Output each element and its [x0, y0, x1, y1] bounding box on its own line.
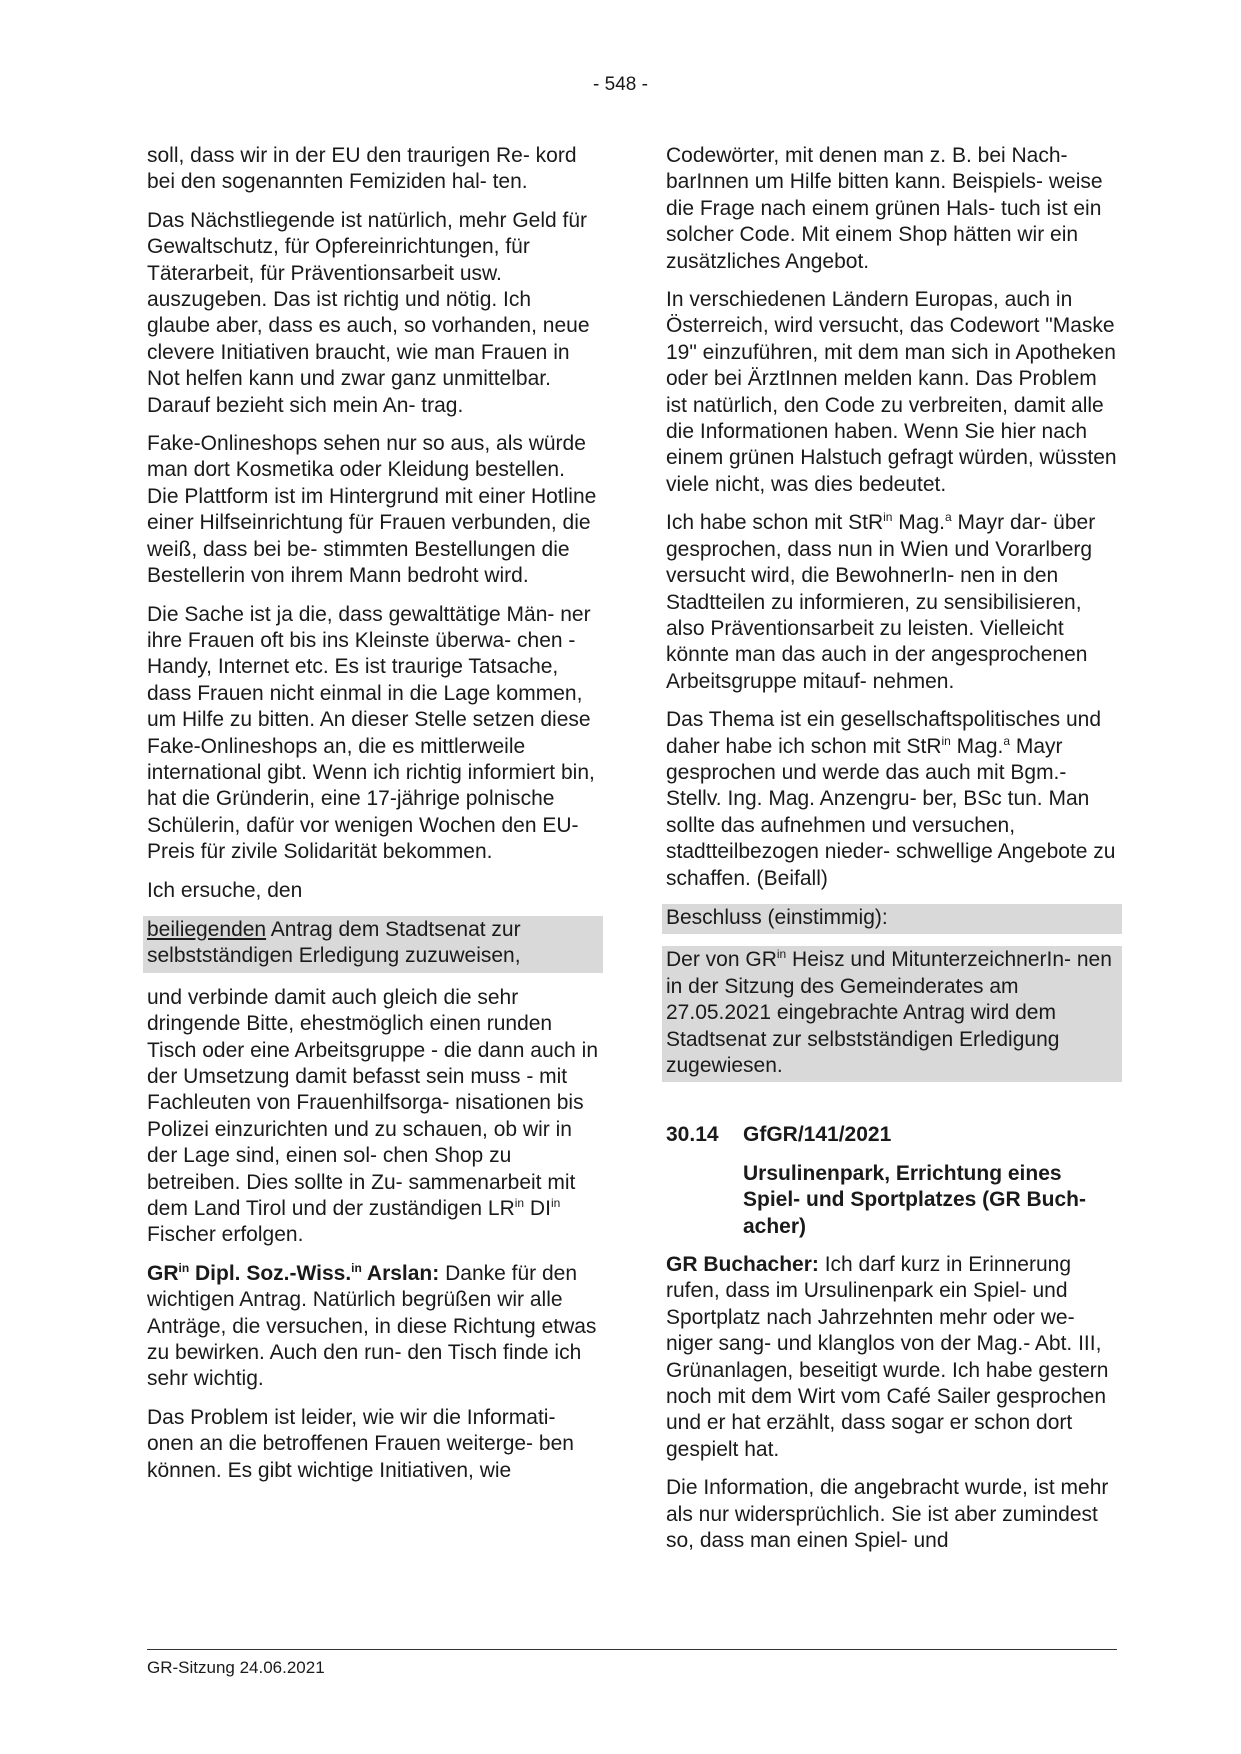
speaker-paragraph: GR Buchacher: Ich darf kurz in Erinnerung rufen, dass im Ursulinenpark ein Spiel- und Sportplatz nach Jahrzehnten mehr oder we- niger sang- und klanglos von der Mag.- Abt. III, Grünanlagen, beseitigt wurde. Ich habe gestern noch mit dem Wirt vom Café Sailer gesprochen und er hat erzählt, dass sogar er schon dort gespielt hat. [666, 1253, 1109, 1461]
paragraph: Das Thema ist ein gesellschaftspolitisches und daher habe ich schon mit StR$^{in}$ Mag.$^a$ Mayr gesprochen und werde das auch mit Bgm.-Stellv. Ing. Mag. Anzengru- ber, BSc tun. Man sollte das aufnehmen und versuchen, stadtteilbezogen nieder- schwellige Angebote zu schaffen. (Beifall) [666, 708, 1116, 890]
paragraph: und verbinde damit auch gleich die sehr dringende Bitte, ehestmöglich einen runden Tisch oder eine Arbeitsgruppe - die dann auch in der Umsetzung damit befasst sein muss - mit Fachleuten von Frauenhilfsorga- nisationen bis Polizei einzurichten und zu schauen, ob wir in der Lage sind, einen sol- chen Shop zu betreiben. Dies sollte in Zu- sammenarbeit mit dem Land Tirol und der zuständigen $LR^{in}$ $DI^{in}$ Fischer erfolgen. [147, 985, 599, 1247]
section-heading [666, 1122, 1118, 1148]
section-title: Ursulinenpark, Errichtung eines Spiel- und Sportplatzes (GR Buch- acher) [743, 1161, 1087, 1238]
section-number: 30.14 [666, 1123, 719, 1147]
page-number: - 548 - [593, 74, 648, 95]
underlined-word: beiliegenden [147, 917, 267, 941]
paragraph: soll, dass wir in der EU den traurigen Re- kord bei den sogenannten Femiziden hal- ten. [147, 144, 577, 194]
paragraph: Codewörter, mit denen man z. B. bei Nach- barInnen um Hilfe bitten kann. Beispiels- weise die Frage nach einem grünen Hals- tuch ist ein solcher Code. Mit einem Shop hätten wir ein zusätzliches Angebot. [666, 144, 1103, 273]
left-column [147, 143, 599, 1496]
resolution-text: Der von $GR^{in}$ Heisz und MitunterzeichnerIn- nen in der Sitzung des Gemeinderates am 27.05.2021 eingebrachte Antrag wird dem Stadtsenat zur selbstständigen Erledigung zugewiesen. [662, 946, 1122, 1082]
resolution-label: Beschluss (einstimmig): [662, 904, 1122, 934]
section-reference: GfGR/141/2021 [743, 1123, 892, 1147]
paragraph: Fake-Onlineshops sehen nur so aus, als würde man dort Kosmetika oder Kleidung bestellen. Die Plattform ist im Hintergrund mit einer Hotline einer Hilfseinrichtung für Frauen verbunden, die weiß, dass bei be- stimmten Bestellungen die Bestellerin von ihrem Mann bedroht wird. [147, 432, 597, 588]
speaker-name: $GR^{in}$ Dipl. Soz.-Wiss.$^{in}$ Arslan: [147, 1260, 440, 1285]
speaker-paragraph: $GR^{in}$ Dipl. Soz.-Wiss.$^{in}$ Arslan: Danke für den wichtigen Antrag. Natürlich begrüßen wir alle Anträge, die versuchen, in diese Richtung etwas zu bewirken. Auch den run- den Tisch finde ich sehr wichtig. [147, 1260, 597, 1391]
footer-divider [147, 1649, 1117, 1650]
paragraph: In verschiedenen Ländern Europas, auch in Österreich, wird versucht, das Codewort "Maske 19" einzuführen, mit dem man sich in Apotheken oder bei ÄrztInnen melden kann. Das Problem ist natürlich, den Code zu verbreiten, damit alle die Informationen haben. Wenn Sie hier nach einem grünen Halstuch gefragt würden, wüssten viele nicht, was dies bedeutet. [666, 288, 1117, 496]
paragraph: Ich ersuche, den [147, 878, 303, 902]
footer-session-date: GR-Sitzung 24.06.2021 [147, 1658, 325, 1677]
paragraph: Die Sache ist ja die, dass gewalttätige Män- ner ihre Frauen oft bis ins Kleinste überwa- chen - Handy, Internet etc. Es ist traurige Tatsache, dass Frauen nicht einmal in die Lage kommen, um Hilfe zu bitten. An dieser Stelle setzen diese Fake-Onlineshops an, die es mittlerweile international gibt. Wenn ich richtig informiert bin, hat die Gründerin, eine 17-jährige polnische Schülerin, dafür vor wenigen Wochen den EU-Preis für zivile Solidarität bekommen. [147, 602, 595, 864]
paragraph: Das Nächstliegende ist natürlich, mehr Geld für Gewaltschutz, für Opfereinrichtungen, für Täterarbeit, für Präventionsarbeit usw. auszugeben. Das ist richtig und nötig. Ich glaube aber, dass es auch, so vorhanden, neue clevere Initiativen braucht, wie man Frauen in Not helfen kann und zwar ganz unmittelbar. Darauf bezieht sich mein An- trag. [147, 208, 590, 417]
paragraph: Das Problem ist leider, wie wir die Informati- onen an die betroffenen Frauen weiterge- ben können. Es gibt wichtige Initiativen, wie [147, 1405, 574, 1482]
paragraph: Die Information, die angebracht wurde, ist mehr als nur widersprüchlich. Sie ist aber zumindest so, dass man einen Spiel- und [666, 1476, 1109, 1553]
paragraph: Ich habe schon mit StR$^{in}$ Mag.$^a$ Mayr dar- über gesprochen, dass nun in Wien und Vorarlberg versucht wird, die BewohnerIn- nen in den Stadtteilen zu informieren, zu sensibilisieren, also Präventionsarbeit zu leisten. Vielleicht könnte man das auch in der angesprochenen Arbeitsgruppe mitauf- nehmen. [666, 510, 1096, 693]
highlighted-motion: beiliegenden Antrag dem Stadtsenat zur selbstständigen Erledigung zuzuweisen, [143, 916, 603, 973]
right-column [666, 143, 1118, 1567]
speaker-name: GR Buchacher: [666, 1253, 819, 1277]
